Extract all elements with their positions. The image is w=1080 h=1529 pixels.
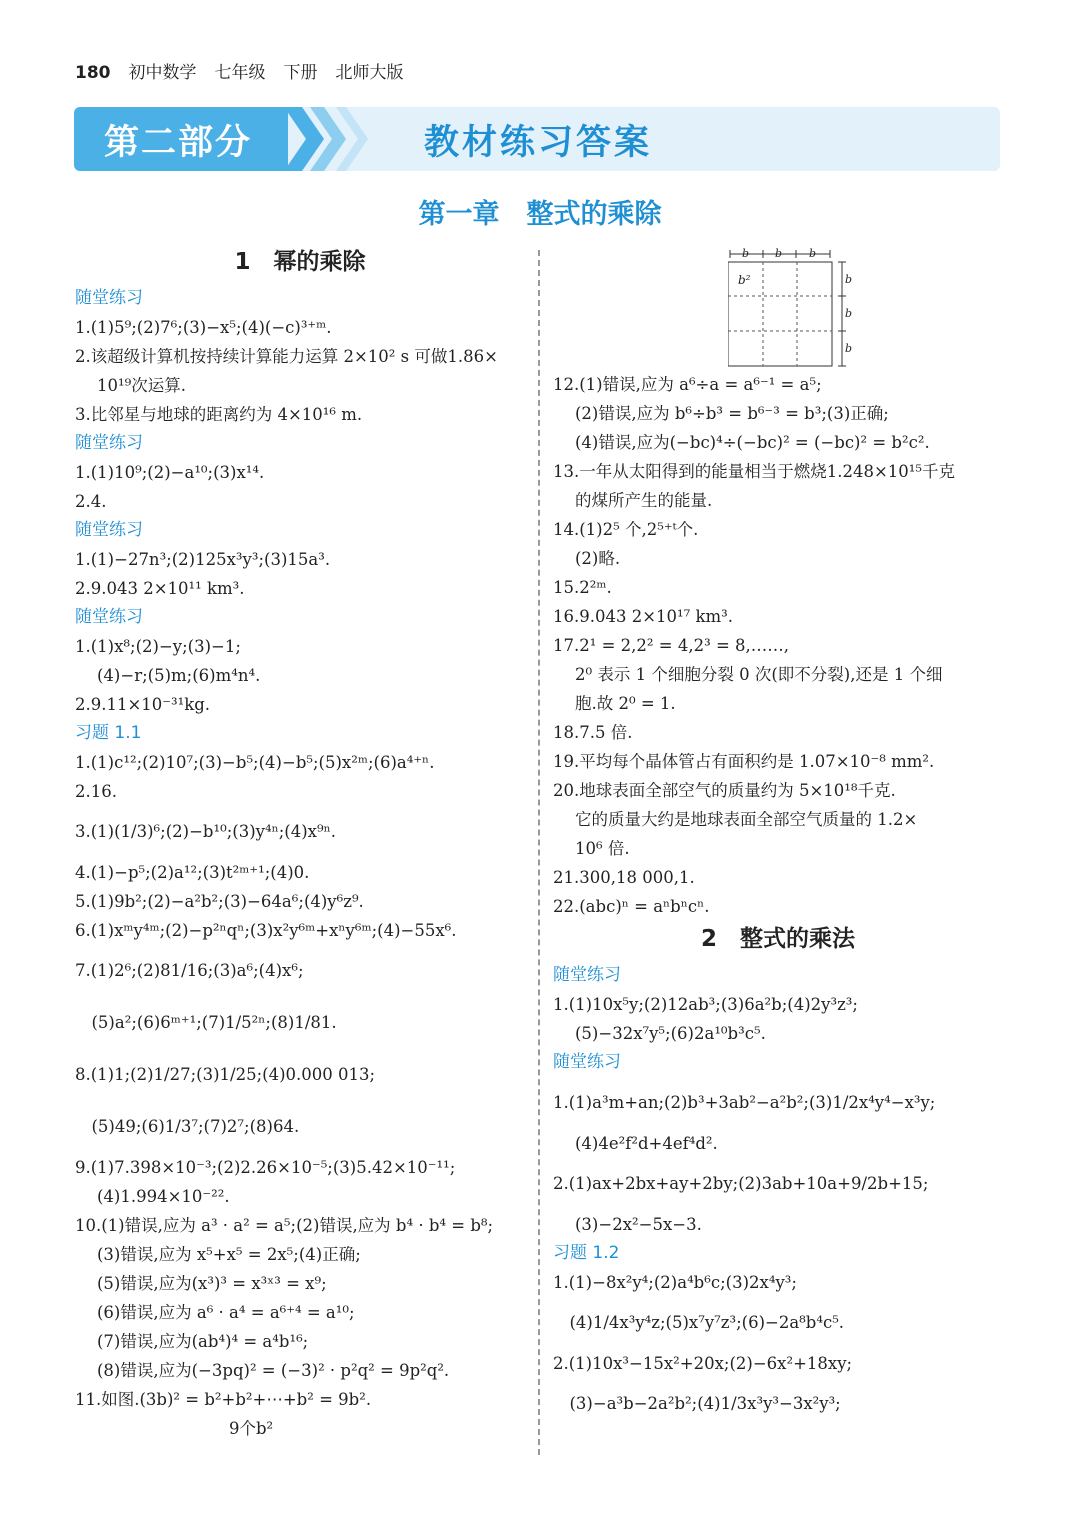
answer-line: 1.(1)10⁹;(2)−a¹⁰;(3)x¹⁴.	[75, 463, 265, 482]
answer-line: 9.(1)7.398×10⁻³;(2)2.26×10⁻⁵;(3)5.42×10⁻¹¹;	[75, 1158, 456, 1177]
answer-line: (2)错误,应为 b⁶÷b³ = b⁶⁻³ = b³;(3)正确;	[575, 404, 889, 423]
answer-line: 3.比邻星与地球的距离约为 4×10¹⁶ m.	[75, 405, 363, 424]
page-header	[75, 58, 422, 83]
answer-line: 10.(1)错误,应为 a³ · a² = a⁵;(2)错误,应为 b⁴ · b⁴ = b⁸;	[75, 1216, 494, 1235]
answer-line: 8.(1)1;(2)1/27;(3)1/25;(4)0.000 013;	[75, 1065, 376, 1084]
section-title: 1 幂的乘除	[234, 249, 366, 275]
answer-line: (7)错误,应为(ab⁴)⁴ = a⁴b¹⁶;	[97, 1332, 309, 1351]
right-column	[553, 370, 1003, 1430]
right-label-2: b	[845, 307, 853, 320]
right-label-1: b	[845, 273, 853, 286]
answer-line: 12.(1)错误,应为 a⁶÷a = a⁶⁻¹ = a⁵;	[553, 375, 822, 394]
top-label-1: b	[742, 247, 750, 260]
answer-line: 11.如图.(3b)² = b²+b²+⋯+b² = 9b².	[75, 1390, 372, 1409]
answer-line: (3)错误,应为 x⁵+x⁵ = 2x⁵;(4)正确;	[97, 1245, 361, 1264]
answer-line: 它的质量大约是地球表面全部空气质量的 1.2×	[575, 810, 918, 829]
square-diagram	[728, 246, 853, 366]
banner-title: 教材练习答案	[424, 123, 653, 163]
answer-line: 胞.故 2⁰ = 1.	[575, 694, 676, 713]
answer-line: 1.(1)x⁸;(2)−y;(3)−1;	[75, 637, 241, 656]
answer-line: 2.该超级计算机按持续计算能力运算 2×10² s 可做1.86×	[75, 347, 498, 366]
exercise-heading: 随堂练习	[75, 433, 143, 453]
answer-line: (4)1.994×10⁻²².	[97, 1187, 230, 1206]
header-grade: 七年级	[214, 63, 266, 83]
header-subject: 初中数学	[128, 63, 197, 83]
column-divider	[538, 250, 540, 1455]
part-banner	[74, 107, 1000, 171]
exercise-heading: 随堂练习	[553, 965, 621, 985]
answer-line: 19.平均每个晶体管占有面积约是 1.07×10⁻⁸ mm².	[553, 752, 935, 771]
answer-line: 21.300,18 000,1.	[553, 868, 695, 887]
answer-line: (3)−2x²−5x−3.	[575, 1215, 702, 1234]
cell-label: b²	[738, 273, 751, 287]
answer-line: 的煤所产生的能量.	[575, 491, 713, 510]
answer-line: 1.(1)−27n³;(2)125x³y³;(3)15a³.	[75, 550, 331, 569]
header-volume: 下册	[283, 63, 318, 83]
answer-line: 2.16.	[75, 782, 117, 801]
answer-line: 2.9.043 2×10¹¹ km³.	[75, 579, 245, 598]
left-answer-list	[75, 284, 525, 1443]
header-edition: 北师大版	[335, 63, 404, 83]
answer-line: 9个b²	[97, 1419, 274, 1438]
answer-line: 2.9.11×10⁻³¹kg.	[75, 695, 211, 714]
banner-part-label: 第二部分	[104, 123, 253, 163]
section-title: 2 整式的乘法	[700, 926, 855, 952]
answer-line: 2.(1)ax+2bx+ay+2by;(2)3ab+10a+9/2b+15;	[553, 1174, 929, 1193]
answer-line: 2.(1)10x³−15x²+20x;(2)−6x²+18xy;	[553, 1354, 853, 1373]
answer-line: 16.9.043 2×10¹⁷ km³.	[553, 607, 734, 626]
exercise-heading: 随堂练习	[75, 520, 143, 540]
exercise-heading: 随堂练习	[553, 1052, 621, 1072]
answer-line: 17.2¹ = 2,2² = 4,2³ = 8,……,	[553, 636, 789, 655]
answer-line: (3)−a³b−2a²b²;(4)1/3x³y³−3x²y³;	[553, 1394, 841, 1413]
answer-line: 1.(1)−8x²y⁴;(2)a⁴b⁶c;(3)2x⁴y³;	[553, 1273, 797, 1292]
answer-line: 14.(1)2⁵ 个,2⁵⁺ᵗ个.	[553, 520, 699, 539]
answer-line: 10⁶ 倍.	[575, 839, 630, 858]
exercise-heading: 随堂练习	[75, 288, 143, 308]
answer-line: 7.(1)2⁶;(2)81/16;(3)a⁶;(4)x⁶;	[75, 961, 304, 980]
answer-line: (6)错误,应为 a⁶ · a⁴ = a⁶⁺⁴ = a¹⁰;	[97, 1303, 355, 1322]
exercise-heading: 随堂练习	[75, 607, 143, 627]
left-column	[75, 244, 525, 1443]
answer-line: 4.(1)−p⁵;(2)a¹²;(3)t²ᵐ⁺¹;(4)0.	[75, 863, 310, 882]
answer-line: 20.地球表面全部空气的质量约为 5×10¹⁸千克.	[553, 781, 896, 800]
answer-line: 13.一年从太阳得到的能量相当于燃烧1.248×10¹⁵千克	[553, 462, 956, 481]
chevron-arrow-icon	[284, 107, 394, 171]
answer-line: 1.(1)a³m+an;(2)b³+3ab²−a²b²;(3)1/2x⁴y⁴−x³y;	[553, 1093, 936, 1112]
answer-line: (5)−32x⁷y⁵;(6)2a¹⁰b³c⁵.	[575, 1024, 766, 1043]
answer-line: (2)略.	[575, 549, 621, 568]
answer-line: (4)4e²f²d+4ef⁴d².	[575, 1134, 718, 1153]
answer-line: 1.(1)c¹²;(2)10⁷;(3)−b⁵;(4)−b⁵;(5)x²ᵐ;(6)a⁴⁺ⁿ.	[75, 753, 435, 772]
answer-line: (4)−r;(5)m;(6)m⁴n⁴.	[97, 666, 261, 685]
answer-line: (4)错误,应为(−bc)⁴÷(−bc)² = (−bc)² = b²c².	[575, 433, 930, 452]
answer-line: 1.(1)10x⁵y;(2)12ab³;(3)6a²b;(4)2y³z³;	[553, 995, 858, 1014]
answer-line: (5)错误,应为(x³)³ = x³ˣ³ = x⁹;	[97, 1274, 327, 1293]
answer-line: 10¹⁹次运算.	[97, 376, 186, 395]
top-label-2: b	[775, 247, 783, 260]
exercise-heading: 习题 1.1	[75, 723, 142, 743]
answer-line: 6.(1)xᵐy⁴ᵐ;(2)−p²ⁿqⁿ;(3)x²y⁶ᵐ+xⁿy⁶ᵐ;(4)−55x⁶.	[75, 921, 457, 940]
answer-line: (4)1/4x³y⁴z;(5)x⁷y⁷z³;(6)−2a⁸b⁴c⁵.	[553, 1313, 845, 1332]
top-label-3: b	[809, 247, 817, 260]
right-label-3: b	[845, 342, 853, 355]
answer-line: 15.2²ᵐ.	[553, 578, 612, 597]
answer-line: (8)错误,应为(−3pq)² = (−3)² · p²q² = 9p²q².	[97, 1361, 450, 1380]
answer-line: 2.4.	[75, 492, 107, 511]
answer-line: 1.(1)5⁹;(2)7⁶;(3)−x⁵;(4)(−c)³⁺ᵐ.	[75, 318, 332, 337]
answer-line: (5)a²;(6)6ᵐ⁺¹;(7)1/5²ⁿ;(8)1/81.	[75, 1013, 337, 1032]
page-number: 180	[75, 63, 111, 83]
exercise-heading: 习题 1.2	[553, 1243, 620, 1263]
answer-line: 2⁰ 表示 1 个细胞分裂 0 次(即不分裂),还是 1 个细	[575, 665, 943, 684]
answer-line: 18.7.5 倍.	[553, 723, 633, 742]
right-answer-list	[553, 370, 1003, 1430]
diagram-grid	[728, 246, 858, 370]
answer-line: 3.(1)(1/3)⁶;(2)−b¹⁰;(3)y⁴ⁿ;(4)x⁹ⁿ.	[75, 822, 336, 841]
answer-line: (5)49;(6)1/3⁷;(7)2⁷;(8)64.	[75, 1117, 300, 1136]
answer-line: 22.(abc)ⁿ = aⁿbⁿcⁿ.	[553, 897, 710, 916]
answer-line: 5.(1)9b²;(2)−a²b²;(3)−64a⁶;(4)y⁶z⁹.	[75, 892, 364, 911]
chapter-title: 第一章 整式的乘除	[418, 199, 662, 230]
